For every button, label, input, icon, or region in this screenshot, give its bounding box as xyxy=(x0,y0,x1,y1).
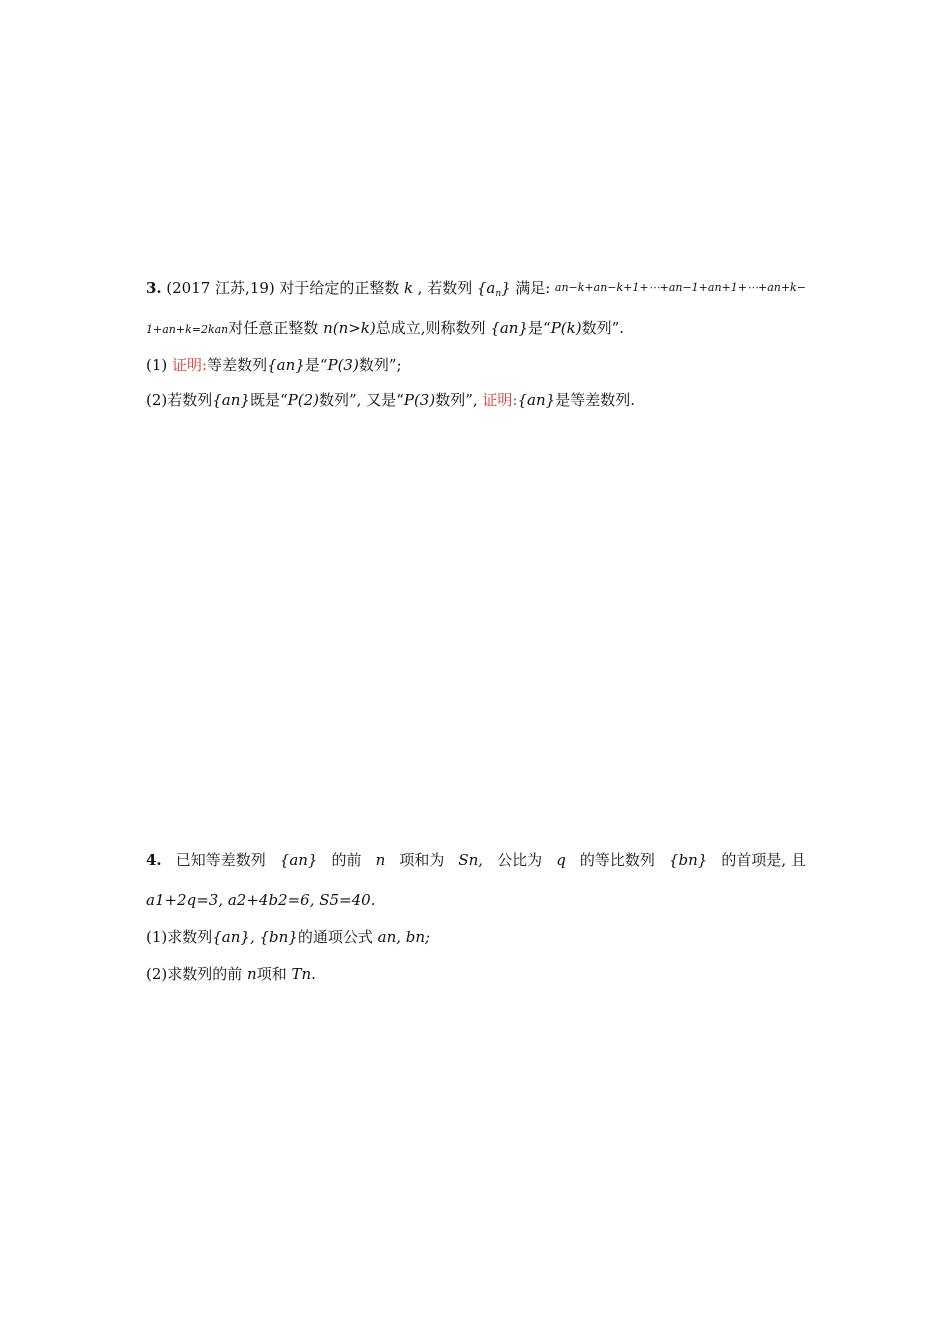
problem-3-text: 满足: xyxy=(515,279,551,297)
sequence-a: {an} xyxy=(267,356,305,374)
condition-formula-end: 1+an+k=2kan xyxy=(146,323,229,336)
problem-3-text: 数列”. xyxy=(581,319,625,337)
sequence-b: {bn} xyxy=(668,851,708,869)
part-text: 的通项公式 xyxy=(297,928,373,946)
problem-4-text: 的首项是, 且 xyxy=(721,851,806,869)
sum-s: Sn, xyxy=(458,851,484,869)
problem-3-line-1 xyxy=(146,278,806,304)
problem-4-number: 4. xyxy=(146,851,162,869)
problem-3-source: (2017 江苏,19) xyxy=(166,279,275,297)
problem-3-text: 是“ xyxy=(528,319,551,337)
part-text: 既是“ xyxy=(249,391,288,409)
condition-n: n(n>k) xyxy=(323,319,376,337)
part-label: (2) xyxy=(146,965,168,983)
problem-3-text: , 若数列 xyxy=(417,279,473,297)
problem-3-line-2 xyxy=(146,318,624,340)
problem-4-part-1 xyxy=(146,927,430,947)
problem-4-text: 公比为 xyxy=(497,851,543,869)
p3-label: P(3) xyxy=(403,391,436,409)
problem-4-part-2 xyxy=(146,964,316,984)
sum-t: Tn. xyxy=(291,965,316,983)
sequences: {an}, {bn} xyxy=(212,928,298,946)
p3-label: P(3) xyxy=(327,356,359,374)
part-label: (1) xyxy=(146,928,168,946)
sequence-a: {an} xyxy=(279,851,318,869)
variable-k: k xyxy=(403,279,414,297)
p2-label: P(2) xyxy=(287,391,319,409)
sequence-a: {an} xyxy=(490,319,529,337)
problem-3-number: 3. xyxy=(146,279,162,297)
part-label: (1) xyxy=(146,356,168,374)
sequence-a: $\{a_n\}$ xyxy=(476,279,511,299)
general-terms: an, bn; xyxy=(377,928,431,946)
part-text: 是等差数列. xyxy=(555,391,635,409)
problem-4-conditions: a1+2q=3, a2+4b2=6, S5=40. xyxy=(146,891,376,909)
part-text: 若数列 xyxy=(167,391,213,409)
problem-3-part-2 xyxy=(146,390,635,410)
problem-4-text: 项和为 xyxy=(399,851,445,869)
problem-3-text: 对任意正整数 xyxy=(228,319,319,337)
problem-4-text: 的等比数列 xyxy=(579,851,655,869)
problem-4-text: 已知等差数列 xyxy=(175,851,266,869)
part-text: 项和 xyxy=(256,965,287,983)
part-label: (2) xyxy=(146,391,168,409)
variable-n: n xyxy=(375,851,386,869)
variable-n: n xyxy=(247,965,257,983)
sequence-a: {an} xyxy=(517,391,556,409)
part-text: 数列”, 又是“ xyxy=(318,391,404,409)
part-text: 求数列 xyxy=(167,928,213,946)
problem-4-text: 的前 xyxy=(331,851,362,869)
problem-3-part-1 xyxy=(146,355,402,375)
variable-q: q xyxy=(556,851,566,869)
problem-3-text: 总成立,则称数列 xyxy=(375,319,486,337)
pk-label: P(k) xyxy=(550,319,582,337)
proof-label: 证明: xyxy=(482,391,518,409)
problem-3-text: 对于给定的正整数 xyxy=(279,279,400,297)
part-text: 求数列的前 xyxy=(167,965,243,983)
part-text: 等差数列 xyxy=(207,356,268,374)
part-text: 数列”, xyxy=(435,391,478,409)
condition-formula: an−k+an−k+1+⋯+an−1+an+1+⋯+an+k− xyxy=(554,281,806,294)
part-text: 是“ xyxy=(304,356,328,374)
sequence-a: {an} xyxy=(212,391,250,409)
part-text: 数列”; xyxy=(358,356,402,374)
proof-label: 证明: xyxy=(172,356,208,374)
problem-4-line-1 xyxy=(146,850,806,870)
